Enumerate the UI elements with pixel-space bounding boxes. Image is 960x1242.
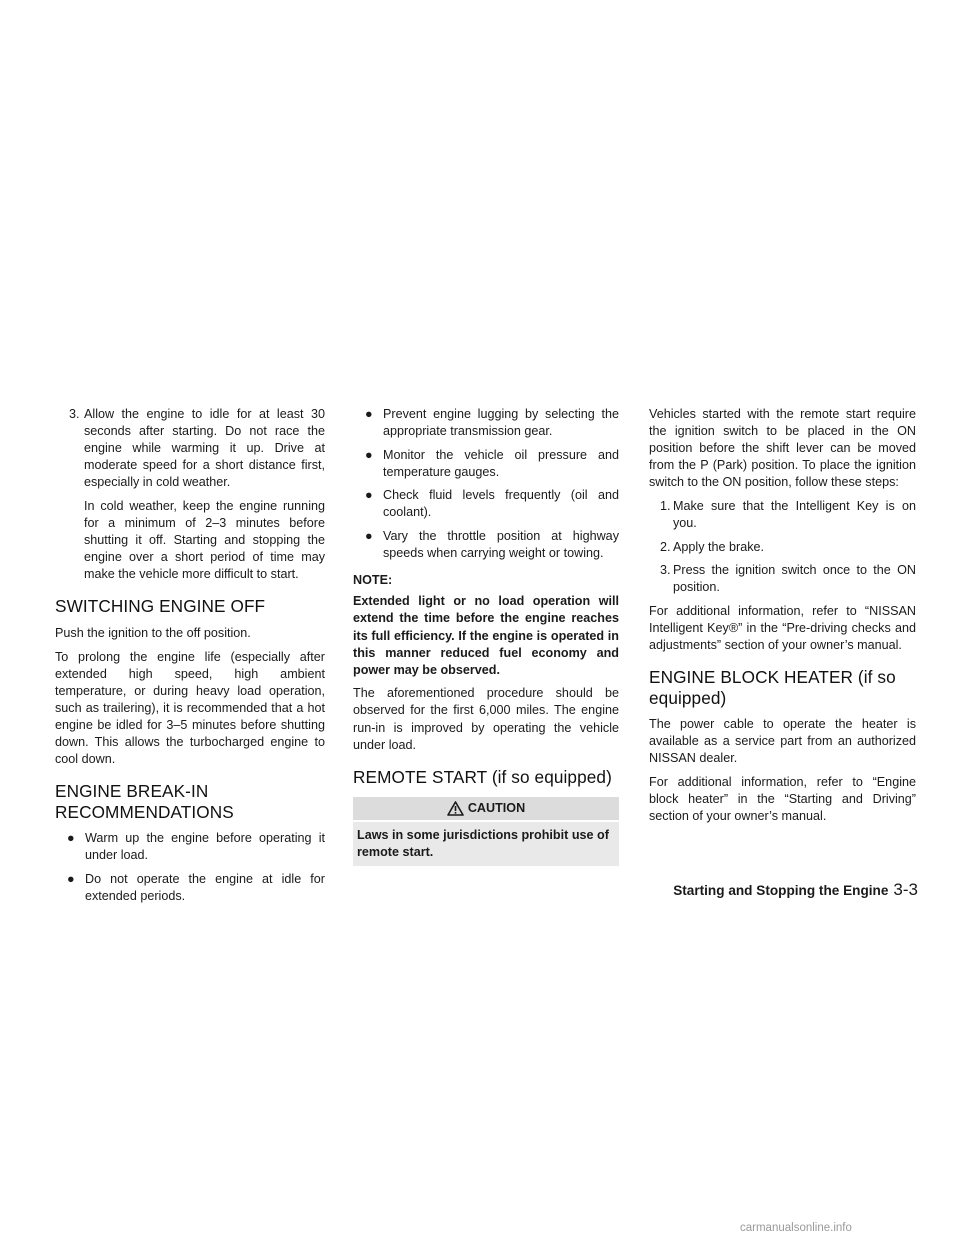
heading-engine-break-in xyxy=(55,781,325,822)
step-item xyxy=(649,498,916,532)
paragraph: Push the ignition to the off position. xyxy=(55,625,251,640)
bullet-icon: ● xyxy=(67,871,75,886)
bullet-icon: ● xyxy=(67,831,75,846)
step-item xyxy=(649,539,916,556)
list-item xyxy=(353,447,619,481)
step-number: 3. xyxy=(660,563,671,578)
page-footer xyxy=(672,880,918,902)
caution-box xyxy=(353,797,619,866)
list-item xyxy=(353,487,619,521)
watermark: carmanualsonline.info xyxy=(740,1222,852,1234)
list-item xyxy=(353,406,619,440)
list-item-text: Prevent engine lugging by selecting the appropriate transmission gear. xyxy=(383,407,619,439)
bullet-icon: ● xyxy=(365,529,373,544)
item-continuation: In cold weather, keep the engine running for a minimum of 2–3 minutes before shutting it off. Starting and stopping the engine over a short period of time may make the vehicle more difficult to start. xyxy=(84,498,325,582)
list-item-text: Vary the throttle position at highway speeds when carrying weight or towing. xyxy=(383,529,619,561)
numbered-item-3 xyxy=(55,406,325,491)
note-label: NOTE: xyxy=(353,573,393,588)
heading-switching-engine-off: SWITCHING ENGINE OFF xyxy=(55,596,266,617)
footer-section-title: Starting and Stopping the Engine xyxy=(673,883,889,898)
list-item xyxy=(55,871,325,905)
heading-line: ENGINE BLOCK HEATER (if so xyxy=(649,667,896,688)
step-text: Press the ignition switch once to the ON position. xyxy=(673,563,916,595)
caution-title: CAUTION xyxy=(467,801,526,816)
note-bold-paragraph: Extended light or no load operation will extend the time before the engine reaches its full efficiency. If the engine is operated in this manner reduced fuel economy and power may be observed. xyxy=(353,594,619,677)
warning-triangle-icon xyxy=(447,801,464,816)
column-right xyxy=(649,406,916,832)
item-text: Allow the engine to idle for at least 30 seconds after starting. Do not race the engine while warming it up. Drive at moderate speed for a short distance first, especially in cold weather. xyxy=(84,407,325,490)
caution-text: Laws in some jurisdictions prohibit use of remote start. xyxy=(353,822,619,866)
heading-line: equipped) xyxy=(649,687,727,708)
heading-line: ENGINE BREAK-IN xyxy=(55,781,209,802)
steps-list xyxy=(649,498,916,596)
paragraph: The power cable to operate the heater is available as a service part from an authorized NISSAN dealer. xyxy=(649,717,916,766)
paragraph: For additional information, refer to “Engine block heater” in the “Starting and Driving” section of your owner’s manual. xyxy=(649,775,916,824)
paragraph: To prolong the engine life (especially after extended high speed, high ambient temperature, or during heavy load operation, such as trailering), it is recommended that a hot engine be idled for 3–5 minutes before shutting down. This allows the turbocharged engine to cool down. xyxy=(55,649,325,767)
step-item xyxy=(649,562,916,596)
item-number: 3. xyxy=(69,407,80,421)
page-number: 3-3 xyxy=(893,880,918,899)
paragraph: For additional information, refer to “NISSAN Intelligent Key®” in the “Pre-driving checks and adjustments” section of your owner’s manual. xyxy=(649,603,916,653)
list-item xyxy=(55,830,325,864)
list-item-text: Check fluid levels frequently (oil and coolant). xyxy=(383,488,619,520)
column-middle xyxy=(353,406,619,872)
caution-header xyxy=(353,797,619,820)
bullet-icon: ● xyxy=(365,488,373,503)
heading-engine-block-heater xyxy=(649,667,916,708)
list-item-text: Warm up the engine before operating it under load. xyxy=(85,831,325,863)
bullet-icon: ● xyxy=(365,407,373,421)
paragraph: Vehicles started with the remote start require the ignition switch to be placed in the ON position before the shift lever can be moved from the P (Park) position. To place the ignition switch to the ON position, follow these steps: xyxy=(649,407,916,490)
step-number: 1. xyxy=(660,498,671,513)
heading-remote-start: REMOTE START (if so equipped) xyxy=(353,766,612,787)
list-item xyxy=(353,528,619,562)
list-item-text: Do not operate the engine at idle for extended periods. xyxy=(85,871,325,903)
heading-line: RECOMMENDATIONS xyxy=(55,801,234,822)
list-item-text: Monitor the vehicle oil pressure and temperature gauges. xyxy=(383,447,619,479)
step-text: Make sure that the Intelligent Key is on you. xyxy=(673,498,916,531)
paragraph: The aforementioned procedure should be observed for the first 6,000 miles. The engine run-in is improved by operating the vehicle under load. xyxy=(353,686,619,752)
step-number: 2. xyxy=(660,539,671,554)
bullet-icon: ● xyxy=(365,447,373,462)
column-left xyxy=(55,406,325,912)
step-text: Apply the brake. xyxy=(673,539,765,554)
